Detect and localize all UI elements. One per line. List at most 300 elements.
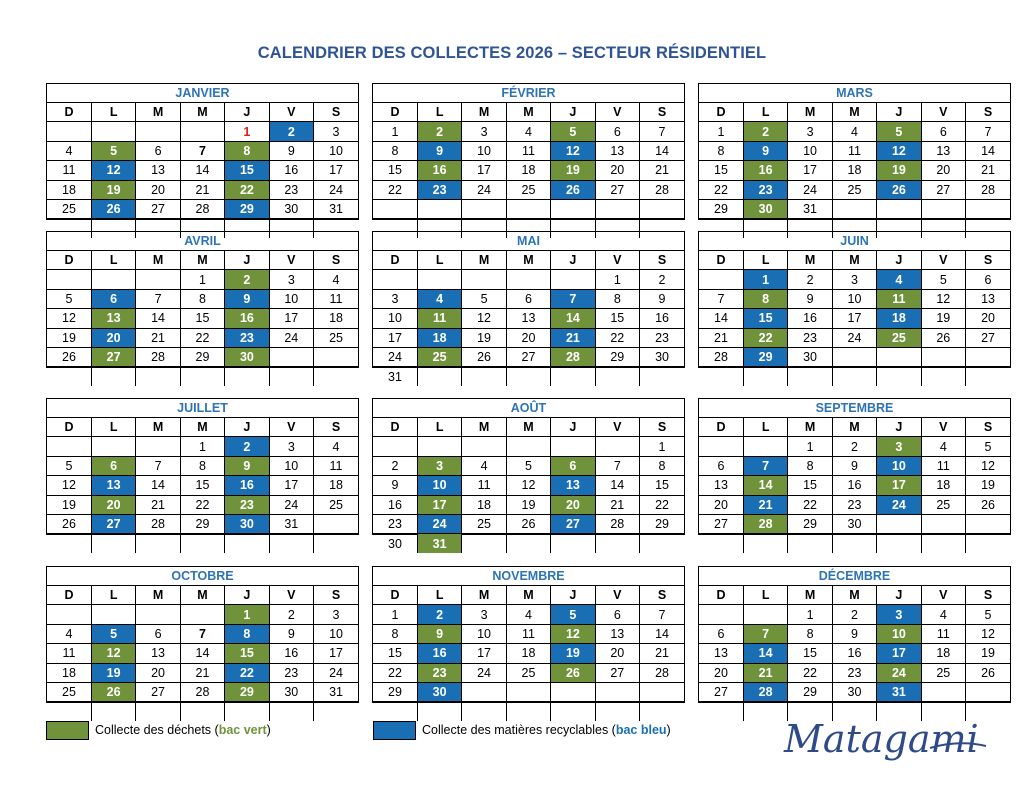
week-row — [373, 328, 684, 347]
day-cell: 2 — [225, 270, 269, 289]
day-cell: 11 — [47, 161, 91, 180]
month-table — [699, 103, 1010, 238]
day-cell: 12 — [506, 476, 550, 495]
day-cell: 17 — [314, 644, 358, 663]
weekday-header: M — [788, 418, 832, 437]
day-cell: 28 — [136, 514, 180, 533]
empty-day-cell — [877, 534, 921, 553]
day-cell: 26 — [47, 347, 91, 366]
day-cell: 29 — [225, 199, 269, 218]
empty-day-cell — [47, 367, 91, 386]
day-cell: 19 — [91, 180, 135, 199]
empty-day-cell — [417, 437, 461, 456]
day-cell: 22 — [373, 663, 417, 682]
day-cell: 21 — [180, 180, 224, 199]
empty-day-cell — [788, 534, 832, 553]
day-cell: 13 — [595, 141, 639, 160]
matagami-logo — [780, 708, 990, 778]
month-4 — [372, 231, 685, 384]
day-cell: 26 — [47, 514, 91, 533]
weekday-header: D — [373, 103, 417, 122]
empty-day-cell — [506, 367, 550, 386]
weekday-header: J — [551, 251, 595, 270]
day-cell: 15 — [788, 644, 832, 663]
empty-day-cell — [877, 514, 921, 533]
day-cell: 16 — [269, 644, 313, 663]
day-cell: 16 — [743, 161, 787, 180]
weekday-row — [47, 103, 358, 122]
day-cell: 30 — [832, 682, 876, 701]
day-cell: 6 — [595, 122, 639, 141]
day-cell: 23 — [417, 663, 461, 682]
day-cell: 15 — [699, 161, 743, 180]
day-cell: 15 — [743, 309, 787, 328]
day-cell: 2 — [225, 437, 269, 456]
weekday-row — [699, 103, 1010, 122]
week-row — [47, 141, 358, 160]
week-row — [373, 495, 684, 514]
weekday-header: L — [417, 418, 461, 437]
day-cell: 7 — [640, 605, 684, 624]
empty-day-cell — [595, 534, 639, 553]
week-row — [47, 328, 358, 347]
week-row — [699, 514, 1010, 533]
day-cell: 21 — [595, 495, 639, 514]
weekday-header: V — [921, 418, 965, 437]
month-9 — [46, 566, 359, 703]
weekday-header: J — [225, 251, 269, 270]
week-row — [373, 289, 684, 308]
day-cell: 26 — [462, 347, 506, 366]
week-row — [47, 347, 358, 366]
day-cell: 25 — [832, 180, 876, 199]
day-cell: 16 — [269, 161, 313, 180]
day-cell: 18 — [921, 644, 965, 663]
weekday-row — [373, 418, 684, 437]
day-cell: 14 — [136, 476, 180, 495]
weekday-header: D — [373, 251, 417, 270]
weekday-header: M — [506, 586, 550, 605]
week-row — [47, 456, 358, 475]
week-row — [47, 270, 358, 289]
day-cell: 9 — [417, 141, 461, 160]
day-cell: 28 — [699, 347, 743, 366]
day-cell: 15 — [373, 644, 417, 663]
weekday-header: D — [47, 251, 91, 270]
empty-day-cell — [462, 702, 506, 721]
empty-day-cell — [966, 682, 1010, 701]
day-cell: 2 — [640, 270, 684, 289]
day-cell: 15 — [225, 161, 269, 180]
empty-day-cell — [180, 605, 224, 624]
day-cell: 29 — [699, 199, 743, 218]
day-cell: 20 — [699, 663, 743, 682]
weekday-header: M — [180, 251, 224, 270]
day-cell: 19 — [47, 328, 91, 347]
weekday-row — [699, 251, 1010, 270]
month-table — [47, 251, 358, 386]
day-cell: 6 — [551, 456, 595, 475]
day-cell: 11 — [921, 624, 965, 643]
day-cell: 29 — [743, 347, 787, 366]
day-cell: 12 — [47, 476, 91, 495]
weekday-header: D — [47, 586, 91, 605]
empty-day-cell — [551, 682, 595, 701]
legend-recycling-suffix: ) — [666, 723, 671, 737]
day-cell: 11 — [506, 624, 550, 643]
day-cell: 6 — [136, 624, 180, 643]
day-cell: 23 — [225, 328, 269, 347]
day-cell: 15 — [180, 476, 224, 495]
day-cell: 26 — [551, 180, 595, 199]
weekday-header: S — [640, 103, 684, 122]
weekday-header: D — [699, 418, 743, 437]
day-cell: 15 — [595, 309, 639, 328]
day-cell: 21 — [551, 328, 595, 347]
empty-day-cell — [921, 682, 965, 701]
weekday-row — [373, 251, 684, 270]
legend-recycling-highlight: bac bleu — [615, 723, 667, 737]
empty-day-cell — [595, 682, 639, 701]
week-row — [373, 605, 684, 624]
page-title: CALENDRIER DES COLLECTES 2026 – SECTEUR RÉSIDENTIEL — [257, 44, 767, 62]
day-cell: 31 — [373, 367, 417, 386]
day-cell: 7 — [595, 456, 639, 475]
day-cell: 24 — [832, 328, 876, 347]
day-cell: 9 — [373, 476, 417, 495]
weekday-header: J — [877, 586, 921, 605]
weekday-header: J — [551, 103, 595, 122]
day-cell: 27 — [136, 199, 180, 218]
weekday-row — [373, 103, 684, 122]
day-cell: 30 — [640, 347, 684, 366]
day-cell: 27 — [966, 328, 1010, 347]
week-row — [373, 309, 684, 328]
day-cell: 18 — [314, 476, 358, 495]
weekday-header: M — [462, 418, 506, 437]
weekday-header: D — [699, 103, 743, 122]
day-cell: 12 — [966, 456, 1010, 475]
week-row — [373, 624, 684, 643]
empty-day-cell — [462, 437, 506, 456]
day-cell: 9 — [417, 624, 461, 643]
day-cell: 14 — [640, 624, 684, 643]
day-cell: 30 — [417, 682, 461, 701]
empty-day-cell — [462, 534, 506, 553]
day-cell: 11 — [832, 141, 876, 160]
month-table — [699, 251, 1010, 386]
day-cell: 15 — [180, 309, 224, 328]
day-cell: 28 — [640, 663, 684, 682]
week-row — [699, 141, 1010, 160]
day-cell: 8 — [743, 289, 787, 308]
empty-day-cell — [640, 367, 684, 386]
weekday-header: V — [921, 586, 965, 605]
day-cell: 31 — [269, 514, 313, 533]
logo-wordmark: Matagami — [784, 717, 979, 761]
day-cell: 6 — [91, 456, 135, 475]
day-cell: 9 — [225, 456, 269, 475]
day-cell: 20 — [595, 644, 639, 663]
week-row — [699, 495, 1010, 514]
day-cell: 1 — [788, 437, 832, 456]
day-cell: 8 — [180, 456, 224, 475]
week-row — [373, 367, 684, 386]
month-table — [373, 251, 684, 386]
day-cell: 6 — [699, 456, 743, 475]
day-cell: 15 — [225, 644, 269, 663]
day-cell: 16 — [225, 309, 269, 328]
weekday-header: V — [921, 103, 965, 122]
day-cell: 23 — [269, 663, 313, 682]
day-cell: 28 — [180, 199, 224, 218]
day-cell: 18 — [921, 476, 965, 495]
day-cell: 5 — [921, 270, 965, 289]
empty-day-cell — [506, 702, 550, 721]
day-cell: 18 — [314, 309, 358, 328]
month-title: JUIN — [699, 232, 1010, 251]
day-cell: 16 — [640, 309, 684, 328]
day-cell: 8 — [225, 624, 269, 643]
day-cell: 10 — [462, 141, 506, 160]
weekday-header: L — [743, 586, 787, 605]
week-row — [47, 495, 358, 514]
empty-day-cell — [832, 534, 876, 553]
month-1 — [372, 83, 685, 220]
weekday-header: D — [699, 586, 743, 605]
empty-day-cell — [417, 199, 461, 218]
day-cell: 15 — [788, 476, 832, 495]
weekday-header: V — [269, 251, 313, 270]
weekday-header: M — [506, 103, 550, 122]
empty-day-cell — [832, 199, 876, 218]
day-cell: 31 — [788, 199, 832, 218]
day-cell: 17 — [462, 161, 506, 180]
empty-day-cell — [921, 347, 965, 366]
day-cell: 20 — [506, 328, 550, 347]
month-title: AVRIL — [47, 232, 358, 251]
day-cell: 20 — [699, 495, 743, 514]
weekday-header: L — [743, 251, 787, 270]
weekday-header: M — [136, 251, 180, 270]
day-cell: 12 — [47, 309, 91, 328]
week-row — [373, 270, 684, 289]
weekday-header: L — [417, 103, 461, 122]
day-cell: 22 — [788, 663, 832, 682]
month-0 — [46, 83, 359, 220]
day-cell: 25 — [921, 663, 965, 682]
day-cell: 5 — [91, 141, 135, 160]
week-row — [47, 624, 358, 643]
weekday-header: M — [180, 586, 224, 605]
weekday-header: S — [966, 418, 1010, 437]
week-row — [47, 702, 358, 721]
day-cell: 31 — [417, 534, 461, 553]
day-cell: 3 — [877, 605, 921, 624]
weekday-header: D — [47, 418, 91, 437]
month-title: MAI — [373, 232, 684, 251]
empty-day-cell — [373, 199, 417, 218]
weekday-header: L — [91, 251, 135, 270]
day-cell: 23 — [640, 328, 684, 347]
empty-day-cell — [743, 605, 787, 624]
week-row — [699, 456, 1010, 475]
weekday-header: M — [462, 251, 506, 270]
empty-day-cell — [314, 347, 358, 366]
day-cell: 13 — [136, 161, 180, 180]
empty-day-cell — [966, 514, 1010, 533]
day-cell: 19 — [877, 161, 921, 180]
week-row — [699, 161, 1010, 180]
empty-day-cell — [180, 122, 224, 141]
week-row — [699, 605, 1010, 624]
day-cell: 11 — [921, 456, 965, 475]
weekday-header: M — [788, 251, 832, 270]
empty-day-cell — [551, 199, 595, 218]
day-cell: 10 — [269, 456, 313, 475]
weekday-header: V — [595, 586, 639, 605]
weekday-header: V — [595, 251, 639, 270]
day-cell: 21 — [136, 328, 180, 347]
day-cell: 11 — [462, 476, 506, 495]
empty-day-cell — [180, 534, 224, 553]
day-cell: 31 — [314, 682, 358, 701]
weekday-header: M — [180, 103, 224, 122]
day-cell: 8 — [225, 141, 269, 160]
day-cell: 6 — [966, 270, 1010, 289]
day-cell: 4 — [314, 270, 358, 289]
day-cell: 25 — [462, 514, 506, 533]
day-cell: 18 — [417, 328, 461, 347]
week-row — [699, 534, 1010, 553]
week-row — [699, 644, 1010, 663]
month-title: NOVEMBRE — [373, 567, 684, 586]
empty-day-cell — [640, 199, 684, 218]
day-cell: 17 — [877, 644, 921, 663]
day-cell: 9 — [269, 624, 313, 643]
day-cell: 1 — [743, 270, 787, 289]
day-cell: 30 — [225, 514, 269, 533]
week-row — [47, 122, 358, 141]
weekday-header: S — [966, 251, 1010, 270]
day-cell: 26 — [966, 495, 1010, 514]
day-cell: 22 — [640, 495, 684, 514]
day-cell: 11 — [314, 456, 358, 475]
week-row — [373, 180, 684, 199]
day-cell: 15 — [640, 476, 684, 495]
week-row — [699, 309, 1010, 328]
day-cell: 4 — [314, 437, 358, 456]
week-row — [47, 180, 358, 199]
week-row — [47, 199, 358, 218]
month-11 — [698, 566, 1011, 703]
month-7 — [372, 398, 685, 551]
day-cell: 10 — [877, 624, 921, 643]
empty-day-cell — [506, 270, 550, 289]
day-cell: 8 — [373, 141, 417, 160]
day-cell: 14 — [180, 644, 224, 663]
day-cell: 24 — [462, 180, 506, 199]
day-cell: 7 — [180, 141, 224, 160]
empty-day-cell — [595, 437, 639, 456]
day-cell: 14 — [966, 141, 1010, 160]
weekday-header: L — [417, 251, 461, 270]
day-cell: 22 — [788, 495, 832, 514]
day-cell: 4 — [462, 456, 506, 475]
month-title: OCTOBRE — [47, 567, 358, 586]
weekday-header: L — [743, 418, 787, 437]
day-cell: 7 — [640, 122, 684, 141]
day-cell: 23 — [269, 180, 313, 199]
day-cell: 8 — [180, 289, 224, 308]
week-row — [47, 476, 358, 495]
day-cell: 23 — [743, 180, 787, 199]
day-cell: 2 — [832, 437, 876, 456]
week-row — [373, 199, 684, 218]
weekday-row — [699, 418, 1010, 437]
month-title: SEPTEMBRE — [699, 399, 1010, 418]
day-cell: 27 — [551, 514, 595, 533]
empty-day-cell — [877, 367, 921, 386]
day-cell: 19 — [551, 644, 595, 663]
weekday-header: J — [551, 586, 595, 605]
week-row — [373, 682, 684, 701]
day-cell: 22 — [180, 495, 224, 514]
day-cell: 7 — [180, 624, 224, 643]
day-cell: 23 — [417, 180, 461, 199]
day-cell: 6 — [506, 289, 550, 308]
day-cell: 21 — [640, 644, 684, 663]
day-cell: 20 — [966, 309, 1010, 328]
month-5 — [698, 231, 1011, 368]
month-table — [373, 586, 684, 721]
legend-waste-highlight: bac vert — [218, 723, 267, 737]
day-cell: 27 — [506, 347, 550, 366]
day-cell: 22 — [180, 328, 224, 347]
weekday-header: M — [462, 586, 506, 605]
day-cell: 11 — [314, 289, 358, 308]
empty-day-cell — [47, 270, 91, 289]
empty-day-cell — [551, 702, 595, 721]
day-cell: 6 — [699, 624, 743, 643]
day-cell: 29 — [640, 514, 684, 533]
month-2 — [698, 83, 1011, 220]
week-row — [47, 367, 358, 386]
day-cell: 30 — [225, 347, 269, 366]
empty-day-cell — [832, 367, 876, 386]
day-cell: 27 — [91, 347, 135, 366]
empty-day-cell — [640, 702, 684, 721]
empty-day-cell — [966, 367, 1010, 386]
week-row — [699, 367, 1010, 386]
weekday-header: M — [462, 103, 506, 122]
empty-day-cell — [225, 534, 269, 553]
empty-day-cell — [595, 367, 639, 386]
day-cell: 25 — [417, 347, 461, 366]
month-3 — [46, 231, 359, 368]
day-cell: 11 — [417, 309, 461, 328]
week-row — [699, 270, 1010, 289]
weekday-header: M — [832, 103, 876, 122]
day-cell: 21 — [136, 495, 180, 514]
day-cell: 10 — [877, 456, 921, 475]
week-row — [47, 437, 358, 456]
day-cell: 16 — [417, 644, 461, 663]
day-cell: 2 — [417, 605, 461, 624]
day-cell: 28 — [966, 180, 1010, 199]
day-cell: 24 — [462, 663, 506, 682]
day-cell: 27 — [595, 180, 639, 199]
